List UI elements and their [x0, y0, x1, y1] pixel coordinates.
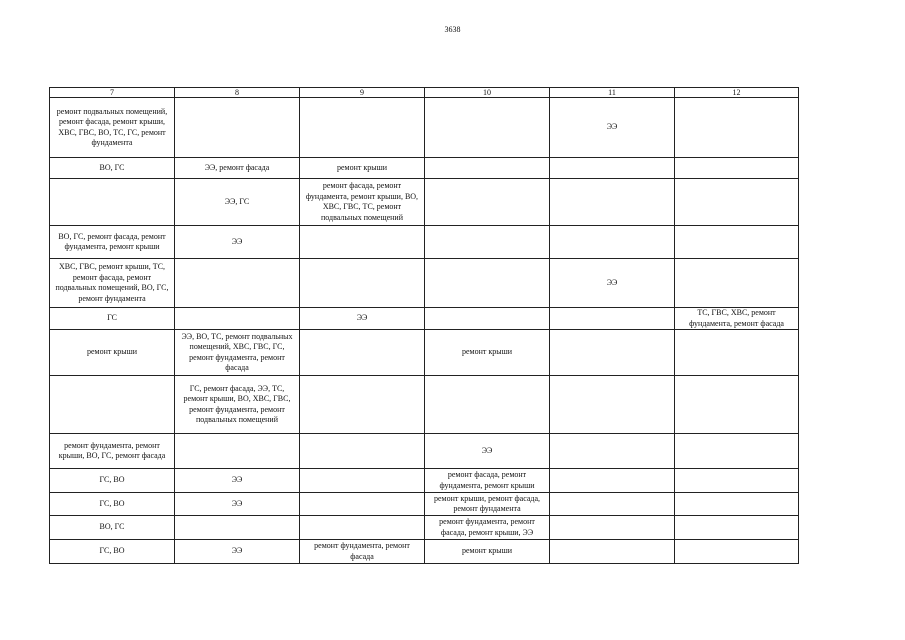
table-cell [675, 516, 799, 540]
table-cell: ГС, ВО [50, 540, 175, 564]
table-cell: ремонт фасада, ремонт фундамента, ремонт крыши [425, 469, 550, 493]
table-cell [175, 98, 300, 158]
table-row [50, 493, 799, 516]
table-cell: ГС, ВО [50, 493, 175, 516]
table-row [50, 376, 799, 434]
table-cell [300, 330, 425, 376]
table-cell: ЭЭ, ВО, ТС, ремонт подвальных помещений, ХВС, ГВС, ГС, ремонт фундамента, ремонт фасада [175, 330, 300, 376]
table-cell [550, 376, 675, 434]
table-row [50, 98, 799, 158]
table-cell [550, 469, 675, 493]
table-cell: ЭЭ [175, 469, 300, 493]
table-cell: ремонт крыши [300, 158, 425, 179]
table-cell: ГС [50, 308, 175, 330]
table-cell: ВО, ГС, ремонт фасада, ремонт фундамента, ремонт крыши [50, 226, 175, 259]
table-cell [425, 98, 550, 158]
data-table [49, 87, 799, 564]
column-header: 10 [425, 88, 550, 98]
table-cell: ХВС, ГВС, ремонт крыши, ТС, ремонт фасада, ремонт подвальных помещений, ВО, ГС, ремонт фундамента [50, 259, 175, 308]
header-row [50, 88, 799, 98]
table-cell: ремонт крыши [425, 330, 550, 376]
table-cell [550, 434, 675, 469]
table-cell [425, 308, 550, 330]
table-cell [300, 98, 425, 158]
column-header: 7 [50, 88, 175, 98]
table-cell [300, 434, 425, 469]
table-cell: ГС, ремонт фасада, ЭЭ, ТС, ремонт крыши, ВО, ХВС, ГВС, ремонт фундамента, ремонт подвальных помещений [175, 376, 300, 434]
table-cell: ЭЭ [550, 259, 675, 308]
table-cell [675, 469, 799, 493]
table-cell: ремонт крыши [425, 540, 550, 564]
page-number: 3638 [444, 25, 461, 34]
table-cell: ремонт крыши, ремонт фасада, ремонт фундамента [425, 493, 550, 516]
table-row [50, 540, 799, 564]
table-row [50, 434, 799, 469]
table-row [50, 308, 799, 330]
table-cell [675, 376, 799, 434]
table-cell [550, 516, 675, 540]
table-cell [550, 308, 675, 330]
table-cell [425, 179, 550, 226]
table-cell: ЭЭ [175, 540, 300, 564]
table-row [50, 469, 799, 493]
table-cell [300, 226, 425, 259]
table-row [50, 516, 799, 540]
table-cell [675, 226, 799, 259]
table-cell: ВО, ГС [50, 516, 175, 540]
table-cell [675, 179, 799, 226]
table-cell [175, 516, 300, 540]
table-cell: ЭЭ [425, 434, 550, 469]
table-cell [50, 376, 175, 434]
table-cell [425, 259, 550, 308]
table-cell: ЭЭ [550, 98, 675, 158]
table-cell [675, 259, 799, 308]
table-cell: ГС, ВО [50, 469, 175, 493]
table-cell: ремонт крыши [50, 330, 175, 376]
table-cell: ремонт фасада, ремонт фундамента, ремонт крыши, ВО, ХВС, ГВС, ТС, ремонт подвальных помещений [300, 179, 425, 226]
table-cell [550, 226, 675, 259]
table-cell [550, 540, 675, 564]
column-header: 11 [550, 88, 675, 98]
table-cell [675, 98, 799, 158]
table-cell: ЭЭ, ГС [175, 179, 300, 226]
table-cell: ЭЭ [175, 493, 300, 516]
column-header: 8 [175, 88, 300, 98]
table-cell [550, 179, 675, 226]
table-cell: ЭЭ [175, 226, 300, 259]
table-cell [300, 516, 425, 540]
table-cell [300, 259, 425, 308]
table-cell [675, 434, 799, 469]
table-row [50, 259, 799, 308]
table-cell [300, 469, 425, 493]
table-row [50, 226, 799, 259]
table-cell [175, 259, 300, 308]
table-cell: ВО, ГС [50, 158, 175, 179]
table-cell: ремонт фундамента, ремонт фасада [300, 540, 425, 564]
table-cell [550, 493, 675, 516]
table-cell [425, 226, 550, 259]
table-row [50, 179, 799, 226]
column-header: 12 [675, 88, 799, 98]
table-cell [425, 158, 550, 179]
table-cell: ремонт фундамента, ремонт фасада, ремонт крыши, ЭЭ [425, 516, 550, 540]
table-cell [50, 179, 175, 226]
table-body [50, 88, 799, 564]
table-row [50, 330, 799, 376]
table-cell: ЭЭ, ремонт фасада [175, 158, 300, 179]
table-cell [675, 540, 799, 564]
table-cell [175, 434, 300, 469]
table-cell [425, 376, 550, 434]
table-cell [300, 376, 425, 434]
table-cell [675, 330, 799, 376]
table-cell [550, 330, 675, 376]
column-header: 9 [300, 88, 425, 98]
table-cell [300, 493, 425, 516]
table-row [50, 158, 799, 179]
table-cell [550, 158, 675, 179]
table-cell [675, 493, 799, 516]
table-cell: ремонт подвальных помещений, ремонт фасада, ремонт крыши, ХВС, ГВС, ВО, ТС, ГС, ремонт фундамента [50, 98, 175, 158]
table-cell [675, 158, 799, 179]
table-cell: ЭЭ [300, 308, 425, 330]
table-cell [175, 308, 300, 330]
table-cell: ремонт фундамента, ремонт крыши, ВО, ГС, ремонт фасада [50, 434, 175, 469]
table-cell: ТС, ГВС, ХВС, ремонт фундамента, ремонт фасада [675, 308, 799, 330]
